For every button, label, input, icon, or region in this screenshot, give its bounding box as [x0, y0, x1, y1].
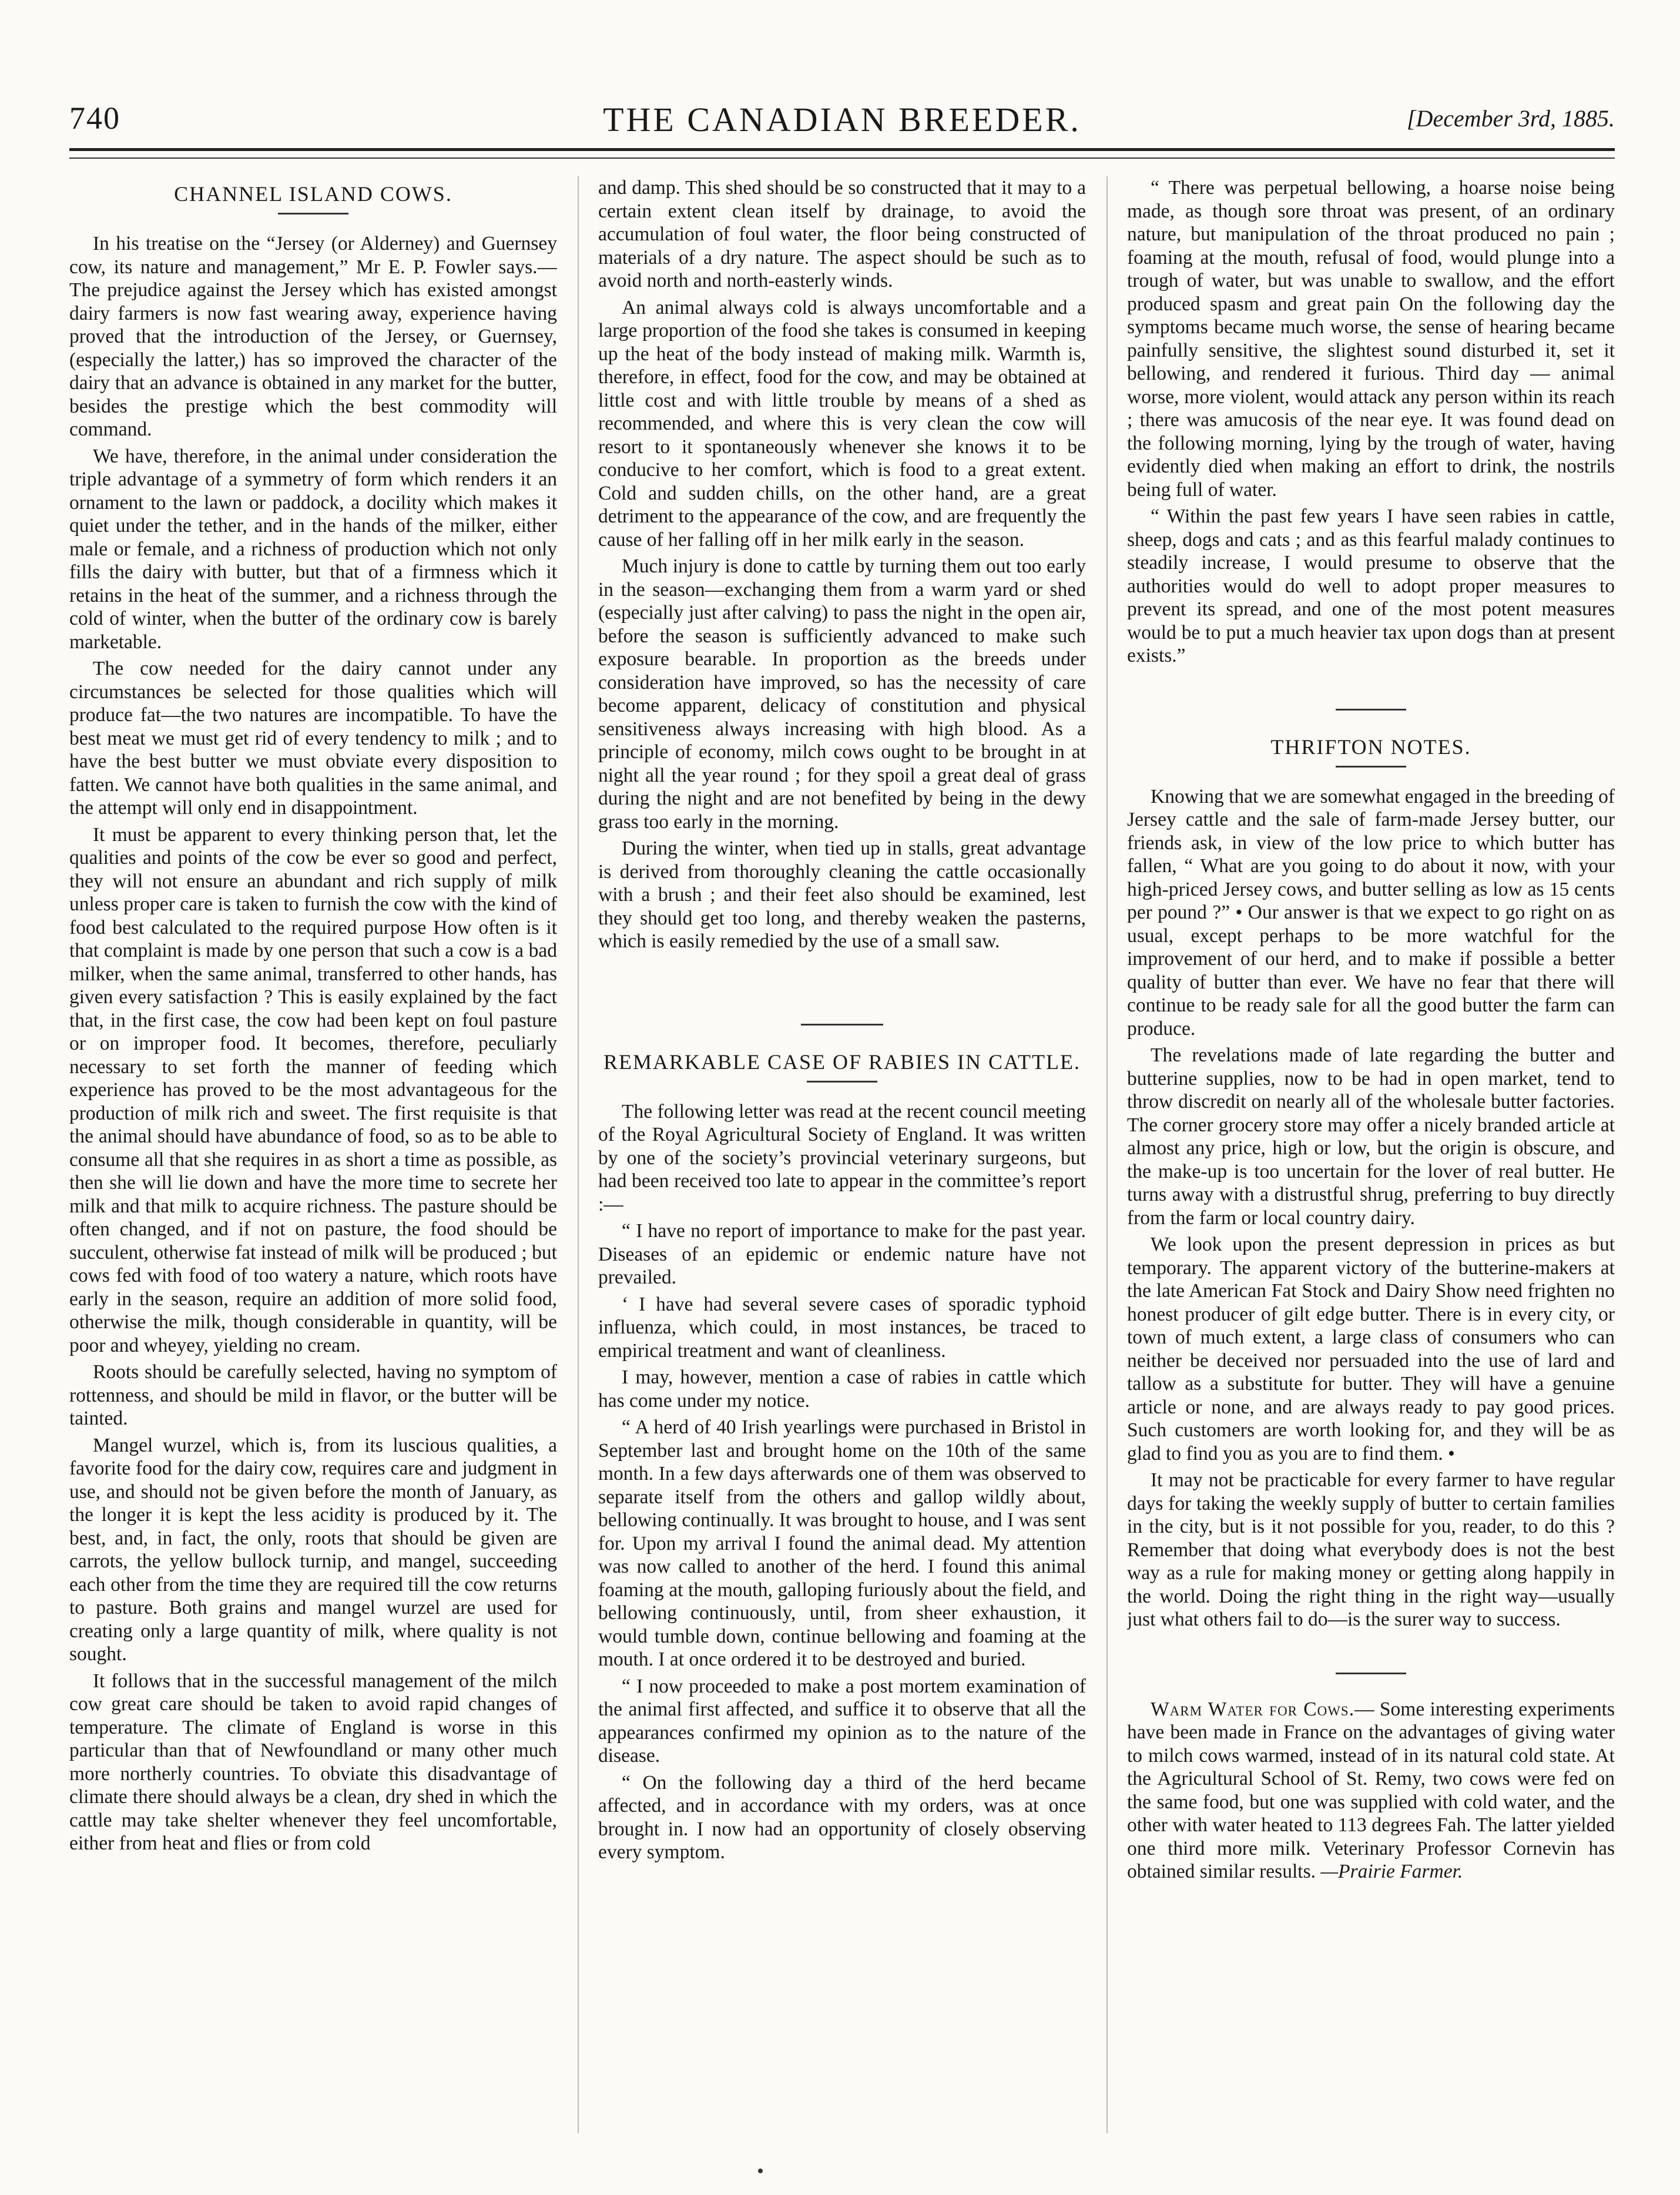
- journal-title: THE CANADIAN BREEDER.: [603, 100, 1081, 139]
- paragraph: An animal always cold is always uncomfortable and a large proportion of the food she takes is consumed in keeping up the heat of the body instead of making milk. Warmth is, therefore, in effect, food for the cow, and may be obtained at little cost and with little trouble by means of a shed as recommended, and where this is very clean the cow will resort to it spontaneously whenever she knows it to be conducive to her comfort, which is food to a great extent. Cold and sudden chills, on the other hand, are a great detriment to the appearance of the cow, and are frequently the cause of her falling off in her milk early in the season.: [598, 296, 1086, 551]
- paragraph: “ I now proceeded to make a post mortem examination of the animal first affected, and suffice it to observe that all the appearances confirmed my opinion as to the nature of the disease.: [598, 1675, 1086, 1767]
- column-1: [69, 176, 557, 2133]
- brief-heading: Warm Water for Cows.: [1151, 1698, 1355, 1720]
- paragraph: During the winter, when tied up in stalls, great advantage is derived from thoroughly cleaning the cattle occasionally with a brush ; and their feet also should be examined, lest they should get too long, and thereby weaken the pasterns, which is easily remedied by the use of a small saw.: [598, 837, 1086, 952]
- paragraph: I may, however, mention a case of rabies in cattle which has come under my notice.: [598, 1366, 1086, 1412]
- paragraph: Mangel wurzel, which is, from its luscious qualities, a favorite food for the dairy cow, requires care and judgment in use, and should not be given before the month of January, as the longer it is kept the less acidity is produced by it. The best, and, in fact, the only, roots that should be given are carrots, the yellow bullock turnip, and mangel, succeeding each other from the time they are required till the cow returns to pasture. Both grains and mangel wurzel are used for creating only a large quantity of milk, where quality is not sought.: [69, 1434, 557, 1665]
- paragraph: In his treatise on the “Jersey (or Alderney) and Guernsey cow, its nature and management,” Mr E. P. Fowler says.—The prejudice against the Jersey which has existed amongst dairy farmers is now fast wearing away, experience having proved that the introduction of the Jersey, or Guernsey, (especially the latter,) has so improved the character of the dairy that an advance is obtained in any market for the butter, besides the prestige which the best commodity will command.: [69, 233, 557, 440]
- page-number: 740: [69, 100, 120, 136]
- print-mark: [758, 2169, 763, 2173]
- paragraph: It follows that in the successful management of the milch cow great care should be taken to avoid rapid changes of temperature. The climate of England is worse in this particular than that of Newfoundland or many other much more northerly countries. To obviate this disadvantage of climate there should always be a clean, dry shed in which the cattle may take shelter whenever they feel uncomfortable, either from heat and flies or from cold: [69, 1670, 557, 1854]
- paragraph: Knowing that we are somewhat engaged in the breeding of Jersey cattle and the sale of farm-made Jersey butter, our friends ask, in view of the low price to which butter has fallen, “ What are you going to do about it now, with your high-priced Jersey cows, and butter selling as low as 15 cents per pound ?” • Our answer is that we expect to go right on as usual, except perhaps to be more watchful for the improvement of our herd, and to make if possible a better quality of butter than ever. We have no fear that there will continue to be ready sale for all the good butter the farm can produce.: [1127, 785, 1615, 1040]
- article-title: REMARKABLE CASE OF RABIES IN CATTLE.: [603, 1050, 1081, 1074]
- title-rule: [278, 213, 348, 215]
- paragraph: ‘ I have had several severe cases of sporadic typhoid influenza, which could, in most instances, be traced to empirical treatment and want of cleanliness.: [598, 1293, 1086, 1362]
- column-3: [1127, 176, 1615, 2133]
- section-rule: [801, 1024, 883, 1026]
- paragraph: “ Within the past few years I have seen rabies in cattle, sheep, dogs and cats ; and as this fearful malady continues to steadily increase, I would presume to observe that the authorities would do well to adopt proper measures to prevent its spread, and one of the most potent measures would be to put a much heavier tax upon dogs than at present exists.”: [1127, 505, 1615, 666]
- paragraph: It must be apparent to every thinking person that, let the qualities and points of the cow be ever so good and perfect, they will not ensure an abundant and rich supply of milk unless proper care is taken to furnish the cow with the kind of food best calculated to the required purpose How often is it that complaint is made by one person that such a cow is a bad milker, when the same animal, transferred to other hands, has given every satisfaction ? This is easily explained by the fact that, in the first case, the cow had been kept on foul pasture or on improper food. It becomes, therefore, peculiarly necessary to set forth the manner of feeding which experience has proved to be the most advantageous for the production of milk rich and sweet. The first requisite is that the animal should have abundance of food, so as to be able to consume all that she requires in as short a time as possible, as then she will lie down and have the more time to secrete her milk and that milk to acquire richness. The pasture should be often changed, and if not on pasture, the food should be succulent, otherwise fat instead of milk will be produced ; but cows fed with food of too watery a nature, which roots have early in the season, require an addition of more solid food, otherwise the milk, though considerable in quantity, will be poor and wheyey, yielding no cream.: [69, 823, 557, 1356]
- paragraph: It may not be practicable for every farmer to have regular days for taking the weekly supply of butter to certain families in the city, but is it not possible for you, reader, to do this ? Remember that doing what everybody does is not the best way as a rule for making money or getting along happily in the world. Doing the right thing in the right way—usually just what others fail to do—is the surer way to success.: [1127, 1469, 1615, 1630]
- paragraph: Roots should be carefully selected, having no symptom of rottenness, and should be mild in flavor, or the butter will be tainted.: [69, 1361, 557, 1429]
- paragraph: “ I have no report of importance to make for the past year. Diseases of an epidemic or endemic nature have not prevailed.: [598, 1220, 1086, 1288]
- column-rule: [578, 176, 579, 2133]
- paragraph: “ On the following day a third of the herd became affected, and in accordance with my orders, was at once brought in. I now had an opportunity of closely observing every symptom.: [598, 1771, 1086, 1863]
- column-rule: [1106, 176, 1108, 2133]
- brief-text: — Some interesting experiments have been made in France on the advantages of giving water to milch cows warmed, instead of in its natural cold state. At the Agricultural School of St. Remy, two cows were fed on the same food, but one was supplied with cold water, and the other with water heated to 113 degrees Fah. The latter yielded one third more milk. Veterinary Professor Cornevin has obtained similar results.: [1127, 1698, 1615, 1882]
- masthead: [69, 100, 1615, 141]
- issue-date: [December 3rd, 1885.: [1406, 105, 1615, 132]
- paragraph: The cow needed for the dairy cannot under any circumstances be selected for those qualities which will produce fat—the two natures are incompatible. To have the best meat we must get rid of every tendency to milk ; and to have the best butter we must obviate every disposition to fatten. We cannot have both qualities in the same animal, and the attempt will only end in disappointment.: [69, 658, 557, 819]
- brief-paragraph: [1127, 1698, 1615, 1884]
- column-2: [598, 176, 1086, 2133]
- paragraph: and damp. This shed should be so constructed that it may to a certain extent clean itself by drainage, to avoid the accumulation of foul water, the floor being constructed of materials of a dry nature. The aspect should be such as to avoid north and north-easterly winds.: [598, 177, 1086, 291]
- title-rule: [807, 1081, 877, 1083]
- header-rule-thin: [69, 157, 1615, 159]
- section-rule: [1336, 1673, 1406, 1674]
- paragraph: We have, therefore, in the animal under consideration the triple advantage of a symmetry of form which renders it an ornament to the lawn or paddock, a docility which makes it quiet under the tether, and in the hands of the milker, either male or female, and a richness of production which not only fills the dairy with butter, but that of a firmness which it retains in the heat of the summer, and a richness through the cold of winter, when the butter of the ordinary cow is barely marketable.: [69, 445, 557, 653]
- paragraph: “ There was perpetual bellowing, a hoarse noise being made, as though sore throat was present, of an ordinary nature, but manipulation of the throat produced no pain ; foaming at the mouth, refusal of food, would plunge into a trough of water, but was unable to swallow, and the effort produced spasm and great pain On the following day the symptoms became much worse, the sense of hearing became painfully sensitive, the slightest sound disturbed it, set it bellowing, and rendered it furious. Third day — animal worse, more violent, would attack any person within its reach ; there was amucosis of the near eye. It was found dead on the following morning, lying by the trough of water, having evidently died when making an effort to drink, the nostrils being full of water.: [1127, 177, 1615, 501]
- article-title: CHANNEL ISLAND COWS.: [174, 182, 452, 206]
- title-rule: [1336, 766, 1406, 768]
- article-title: THRIFTON NOTES.: [1270, 735, 1471, 759]
- paragraph: The following letter was read at the recent council meeting of the Royal Agricultural Society of England. It was written by one of the society’s provincial veterinary surgeons, but had been received too late to appear in the committee’s report :—: [598, 1100, 1086, 1215]
- paragraph: “ A herd of 40 Irish yearlings were purchased in Bristol in September last and brought home on the 10th of the same month. In a few days afterwards one of them was observed to separate itself from the others and gallop wildly about, bellowing continually. It was brought to house, and I was sent for. Upon my arrival I found the animal dead. My attention was now called to another of the herd. I found this animal foaming at the mouth, galloping furiously about the field, and bellowing continuously, until, from sheer exhaustion, it would tumble down, continue bellowing and foaming at the mouth. I at once ordered it to be destroyed and buried.: [598, 1416, 1086, 1670]
- paragraph: The revelations made of late regarding the butter and butterine supplies, now to be had in open market, tend to throw discredit on nearly all of the wholesale butter factories. The corner grocery store may offer a nicely branded article at almost any price, high or low, but the origin is obscure, and the make-up is too uncertain for the lover of real butter. He turns away with a distrustful shrug, preferring to buy directly from the farm or local country dairy.: [1127, 1044, 1615, 1229]
- paragraph: We look upon the present depression in prices as but temporary. The apparent victory of the butterine-makers at the late American Fat Stock and Dairy Show need frighten no honest producer of gilt edge butter. There is in every city, or town of much extent, a large class of consumers who can neither be deceived nor persuaded into the use of lard and tallow as a substitute for butter. They will have a genuine article or none, and are always ready to pay good prices. Such customers are worth looking for, and they will be as glad to find you as you are to find them. •: [1127, 1234, 1615, 1465]
- header-rule: [69, 148, 1615, 151]
- paragraph: Much injury is done to cattle by turning them out too early in the season—exchanging them from a warm yard or shed (especially just after calving) to pass the night in the open air, before the season is sufficiently advanced to make such exposure bearable. In proportion as the breeds under consideration have improved, so has the necessity of care become apparent, delicacy of constitution and physical sensitiveness always increasing with high blood. As a principle of economy, milch cows ought to be brought in at night all the year round ; for they spoil a great deal of grass during the night and are not benefited by being in the dewy grass too early in the morning.: [598, 555, 1086, 833]
- section-rule: [1336, 709, 1406, 711]
- brief-source: —Prairie Farmer.: [1320, 1861, 1463, 1882]
